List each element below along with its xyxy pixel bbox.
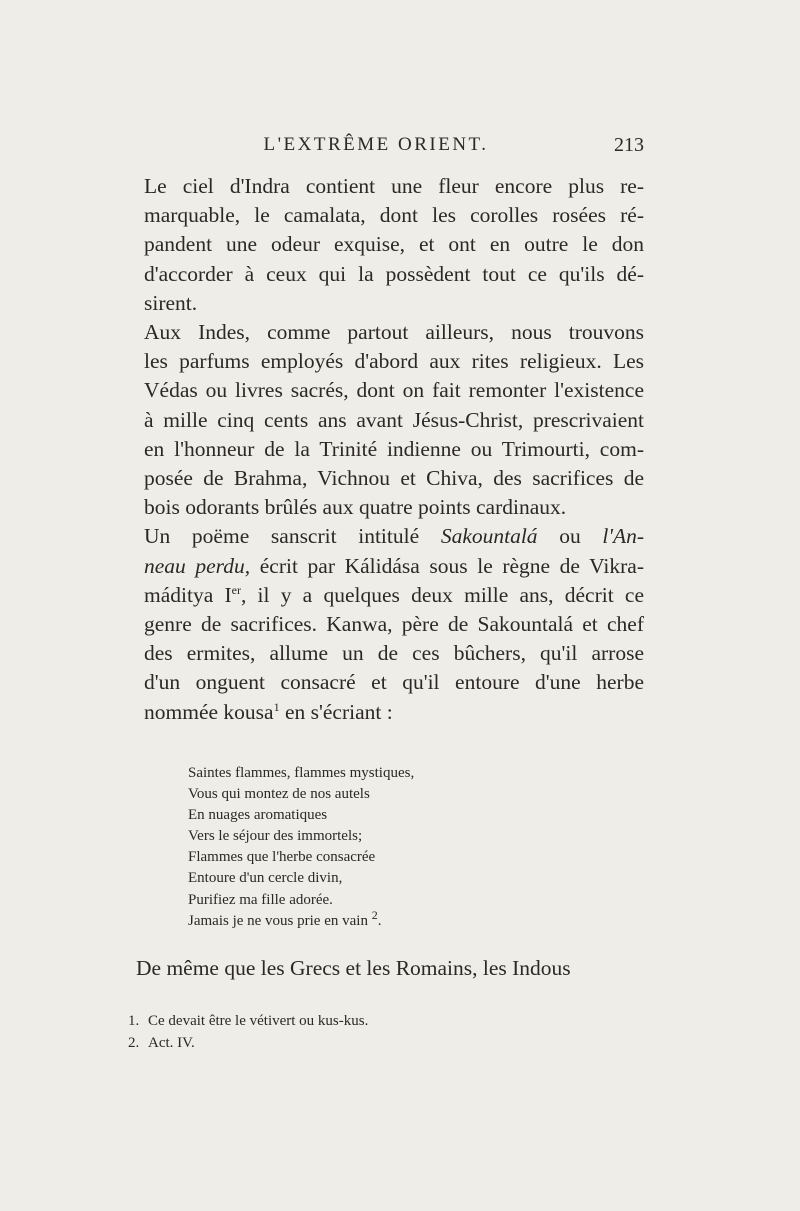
text-run: nommée kousa xyxy=(144,699,274,724)
text-line: bois odorants brûlés aux quatre points cardinaux. xyxy=(144,495,567,520)
text-line: des ermites, allume un de ces bûchers, qu'il arrose xyxy=(144,641,644,666)
footnote-ref-1: 1 xyxy=(273,699,280,714)
poem-block xyxy=(188,763,588,932)
text-line: Aux Indes, comme partout ailleurs, nous trouvons xyxy=(144,320,644,345)
text-line: d'accorder à ceux qui la possèdent tout ce qu'ils dé- xyxy=(144,261,644,286)
paragraph-1 xyxy=(108,172,644,318)
text-run: écrit par Kálidása sous le règne de Vikra- xyxy=(250,553,645,578)
body-text xyxy=(108,172,644,727)
text-run: , il y a quelques deux mille ans, décrit ce xyxy=(240,582,644,607)
text-run: ou xyxy=(537,524,603,549)
text-run: Jamais je ne vous prie en vain xyxy=(188,912,368,929)
text-line xyxy=(108,552,644,581)
text-line: à mille cinq cents ans avant Jésus-Christ, prescrivaient xyxy=(144,407,644,432)
text-line: sirent. xyxy=(144,290,198,315)
superscript: er xyxy=(231,582,241,597)
poem-line: Saintes flammes, flammes mystiques, xyxy=(188,765,415,781)
text-line: genre de sacrifices. Kanwa, père de Sakountalá et chef xyxy=(144,612,644,637)
paragraph-2 xyxy=(108,318,644,522)
text-line: Le ciel d'Indra contient une fleur encore plus re- xyxy=(144,174,644,198)
footnote-number: 1. xyxy=(128,1013,140,1029)
text-line: en l'honneur de la Trinité indienne ou Trimourti, com- xyxy=(144,436,644,461)
poem-line-last xyxy=(188,907,588,932)
paragraph-3 xyxy=(108,522,644,726)
footnote-text: Act. IV. xyxy=(148,1035,195,1051)
running-title: L'EXTRÊME ORIENT. xyxy=(263,134,489,155)
paragraph-4-start: De même que les Grecs et les Romains, les Indous xyxy=(136,956,571,980)
poem-line: Purifiez ma fille adorée. xyxy=(188,891,333,908)
footnote-2 xyxy=(128,1032,628,1054)
footnote-text: Ce devait être le vétivert ou kus-kus. xyxy=(148,1013,369,1029)
footnotes xyxy=(128,1010,628,1054)
text-line: pandent une odeur exquise, et ont en outre le don xyxy=(144,232,644,257)
page-header xyxy=(108,134,644,164)
page-number: 213 xyxy=(614,134,644,156)
work-title-alt-cont: neau perdu, xyxy=(144,553,251,578)
poem-line: En nuages aromatiques xyxy=(188,807,328,824)
work-title: Sakountalá xyxy=(440,524,538,549)
text-line: marquable, le camalata, dont les corolles rosées ré- xyxy=(144,203,644,228)
work-title-alt: l'An- xyxy=(602,524,645,549)
poem-line: Entoure d'un cercle divin, xyxy=(188,870,343,887)
text-line xyxy=(108,698,644,727)
text-line xyxy=(108,522,644,551)
text-run: Un poëme sanscrit intitulé xyxy=(144,524,441,549)
poem-line: Vous qui montez de nos autels xyxy=(188,786,370,803)
text-line: posée de Brahma, Vichnou et Chiva, des sacrifices de xyxy=(144,466,644,491)
poem-line: Flammes que l'herbe consacrée xyxy=(188,849,376,866)
footnote-ref-2: 2 xyxy=(371,907,378,922)
text-line xyxy=(108,581,644,610)
footnote-number: 2. xyxy=(128,1035,140,1051)
text-run: . xyxy=(377,912,382,929)
poem-line: Vers le séjour des immortels; xyxy=(188,828,363,845)
text-run: en s'écriant : xyxy=(279,699,393,724)
text-line: les parfums employés d'abord aux rites religieux. Les xyxy=(144,349,644,374)
text-line: d'un onguent consacré et qu'il entoure d'une herbe xyxy=(144,670,644,695)
text-line: Védas ou livres sacrés, dont on fait remonter l'existence xyxy=(144,378,644,403)
footnote-1 xyxy=(128,1010,628,1032)
text-run: máditya I xyxy=(144,582,232,607)
